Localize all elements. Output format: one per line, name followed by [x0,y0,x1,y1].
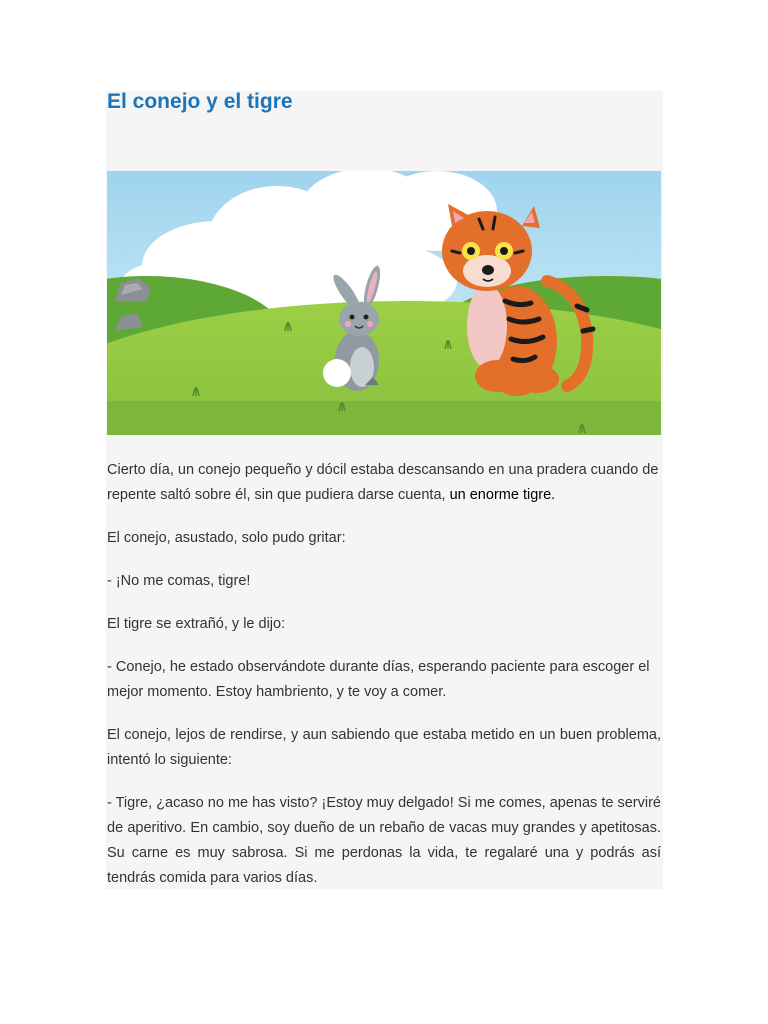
story-paragraph-2: El conejo, asustado, solo pudo gritar: [107,530,346,546]
paragraph-1-text: Cierto día, un conejo pequeño y dócil estaba descansando en una pradera cuando de repente saltó sobre él, sin que pudiera darse cuenta, [107,462,659,503]
story-body [107,458,661,909]
story-paragraph-1 [107,458,661,508]
story-paragraph-3: - ¡No me comas, tigre! [107,573,251,589]
paragraph-1-end: . [551,487,556,503]
story-paragraph-7: - Tigre, ¿acaso no me has visto? ¡Estoy muy delgado! Si me comes, apenas te serviré de aperitivo. En cambio, soy dueño de un rebaño de vacas muy grandes y apetitosas. Su carne es muy sabrosa. Si me perdonas la vida, te regalaré una y podrás así tendrás comida para varios días. [107,795,661,886]
story-title: El conejo y el tigre [107,90,293,113]
story-illustration [107,171,661,435]
story-paragraph-6: El conejo, lejos de rendirse, y aun sabiendo que estaba metido en un buen problema, intentó lo siguiente: [107,727,661,768]
story-paragraph-5: - Conejo, he estado observándote durante días, esperando paciente para escoger el mejor momento. Estoy hambriento, y te voy a comer. [107,659,650,700]
highlighted-phrase: un enorme tigre [445,487,552,503]
story-paragraph-4: El tigre se extrañó, y le dijo: [107,616,286,632]
